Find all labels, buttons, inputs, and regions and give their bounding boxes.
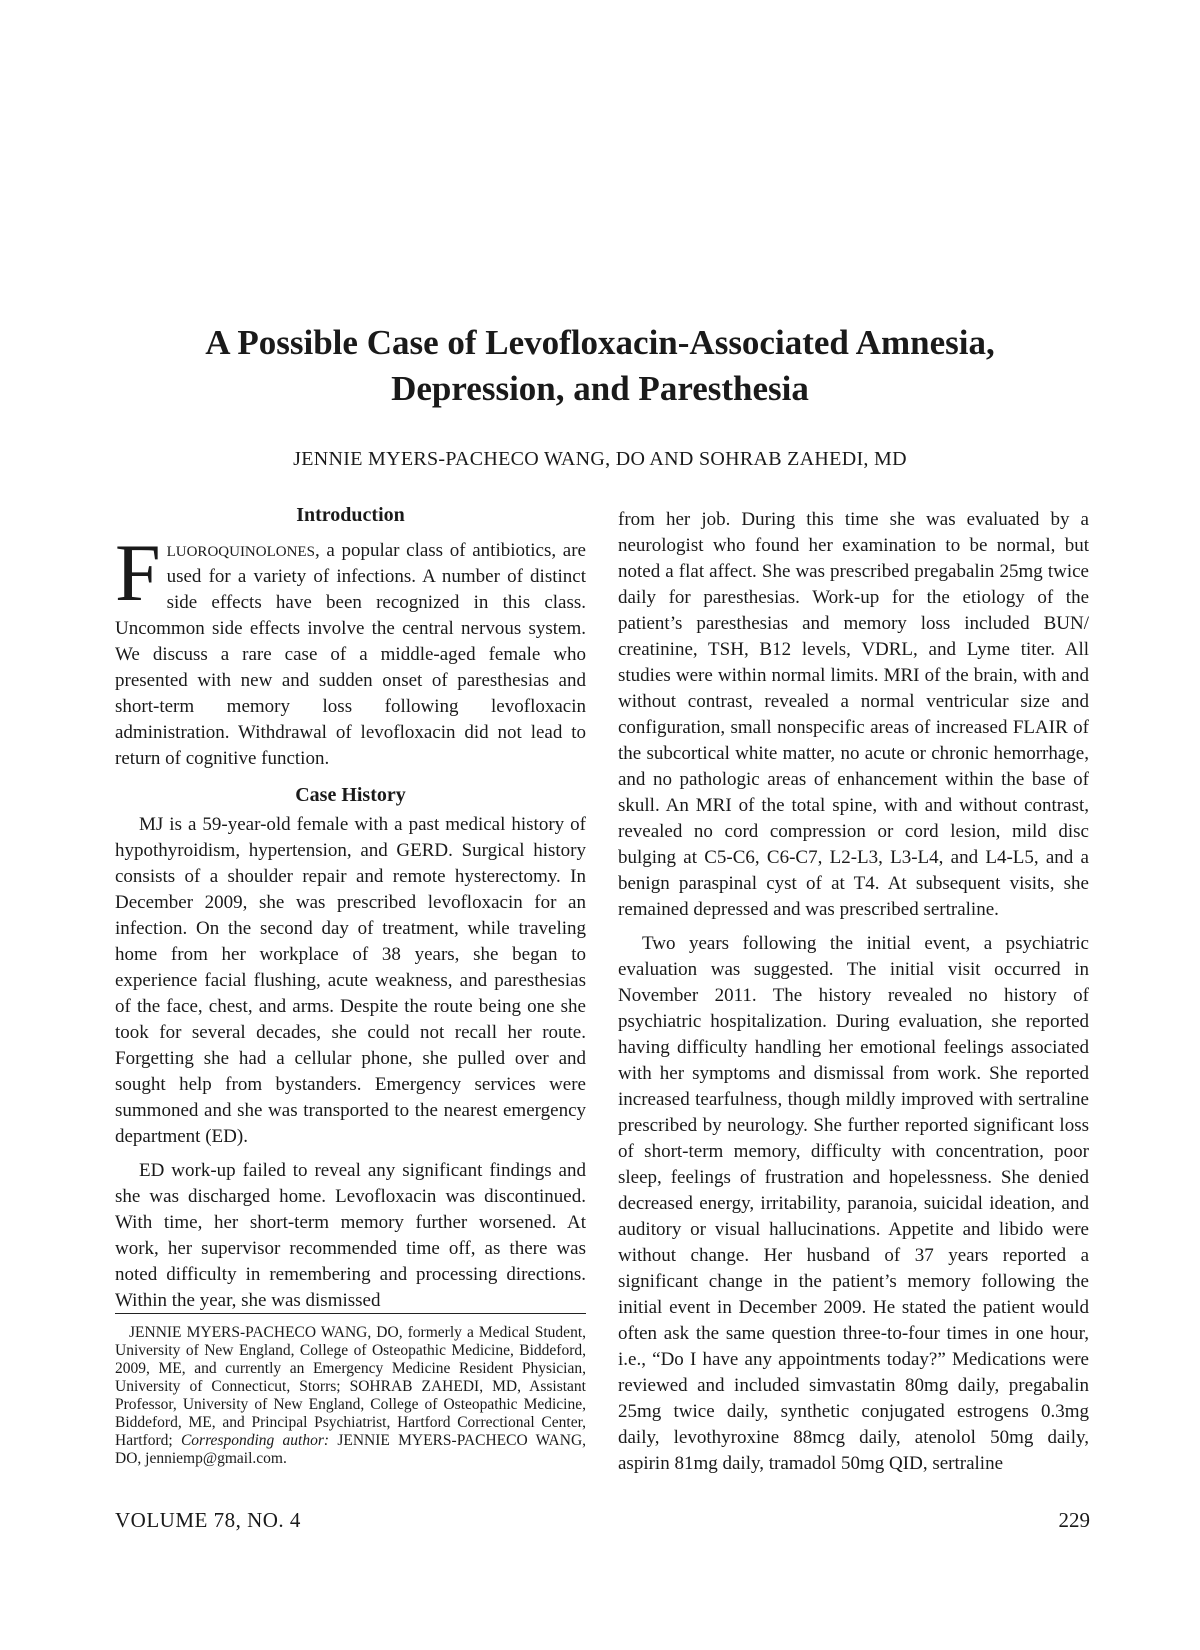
volume-footer: VOLUME 78, NO. 4 [115,1508,301,1532]
right-paragraph-1: from her job. During this time she was evaluated by a neurologist who found her examination to be normal, but noted a flat affect. She was prescribed pregabalin 25mg twice daily for paresthesias. Work-up for the etiology of the patient’s paresthesias and memory loss included BUN/ creatinine, TSH, B12 levels, VDRL, and Lyme titer. All studies were within normal limits. MRI of the brain, with and without contrast, revealed a normal ventricular size and configuration, small nonspecific areas of increased FLAIR of the subcortical white matter, no acute or chronic hemorrhage, and no pathologic areas of enhancement within the base of skull. An MRI of the total spine, with and without contrast, revealed no cord compression or cord lesion, mild disc bulging at C5-C6, C6-C7, L2-L3, L3-L4, and L4-L5, and a benign paraspinal cyst of at T4. At subsequent visits, she remained depressed and was prescribed sertraline. [618,509,1089,920]
case-history-paragraph-1: MJ is a 59-year-old female with a past medical history of hypothyroidism, hypertension, and GERD. Surgical history consists of a shoulder repair and remote hysterectomy. In December 2009, she was prescribed levofloxacin for an infection. On the second day of treatment, while traveling home from her workplace of 38 years, she began to experience facial flushing, acute weakness, and paresthesias of the face, chest, and arms. Despite the route being one she took for several decades, she could not recall her route. Forgetting she had a cellular phone, she pulled over and sought help from bystanders. Emergency services were summoned and she was transported to the nearest emergency department (ED). [115,814,586,1147]
right-paragraph-2: Two years following the initial event, a psychiatric evaluation was suggested. The initial visit occurred in November 2011. The history revealed no history of psychiatric hospitalization. During evaluation, she reported having difficulty handling her emotional feelings associated with her symptoms and dismissal from work. She reported increased tearfulness, though mildly improved with sertraline prescribed by neurology. She further reported significant loss of short-term memory, difficulty with concentration, poor sleep, feelings of frustration and hopelessness. She denied decreased energy, irritability, paranoia, suicidal ideation, and auditory or visual hallucinations. Appetite and libido were without change. Her husband of 37 years reported a significant change in the patient’s memory following the initial event in December 2009. He stated the patient would often ask the same question three-to-four times in one hour, i.e., “Do I have any appointments today?” Medications were reviewed and included simvastatin 80mg daily, pregabalin 25mg twice daily, synthetic conjugated estrogens 0.3mg daily, levothyroxine 88mcg daily, atenolol 50mg daily, aspirin 81mg daily, tramadol 50mg QID, sertraline [618,933,1089,1474]
introduction-paragraph [115,527,586,772]
left-column [115,502,586,1314]
page-number: 229 [1058,1508,1090,1532]
footnote-text-after: JENNIE MYERS-PACHECO WANG, DO, jenniemp@gmail.com. [115,1432,587,1467]
corresponding-author-label: Corresponding author: [180,1432,330,1449]
title-line-1: A Possible Case of Levofloxacin-Associated Amnesia, [205,323,995,362]
intro-small-caps: luoroquinolones [166,537,315,561]
intro-text: , a popular class of antibiotics, are used for a variety of infections. A number of distinct side effects have been recognized in this class. Uncommon side effects involve the central nervous system. We discuss a rare case of a middle-aged female who presented with new and sudden onset of paresthesias and short-term memory loss following levofloxacin administration. Withdrawal of levofloxacin did not lead to return of cognitive function. [115,540,586,769]
title-line-2: Depression, and Paresthesia [391,369,809,408]
case-history-heading: Case History [295,784,406,806]
drop-cap: F [115,527,161,618]
right-column [618,507,1089,1477]
introduction-heading: Introduction [296,504,405,526]
author-footnote [115,1313,586,1468]
author-line: JENNIE MYERS-PACHECO WANG, DO AND SOHRAB ZAHEDI, MD [293,448,907,470]
footnote-text-before: JENNIE MYERS-PACHECO WANG, DO, formerly a Medical Student, University of New England, College of Osteopathic Medicine, Biddeford, 2009, ME, and currently an Emergency Medicine Resident Physician, University of Connecticut, Storrs; SOHRAB ZAHEDI, MD, Assistant Professor, University of New England, College of Osteopathic Medicine, Biddeford, ME, and Principal Psychiatrist, Hartford Correctional Center, Hartford; [115,1324,586,1449]
footnote-text [115,1324,586,1468]
article-title [0,320,1200,412]
case-history-paragraph-2: ED work-up failed to reveal any significant findings and she was discharged home. Levofloxacin was discontinued. With time, her short-term memory further worsened. At work, her supervisor recommended time off, as there was noted difficulty in remembering and processing directions. Within the year, she was dismissed [115,1160,586,1311]
